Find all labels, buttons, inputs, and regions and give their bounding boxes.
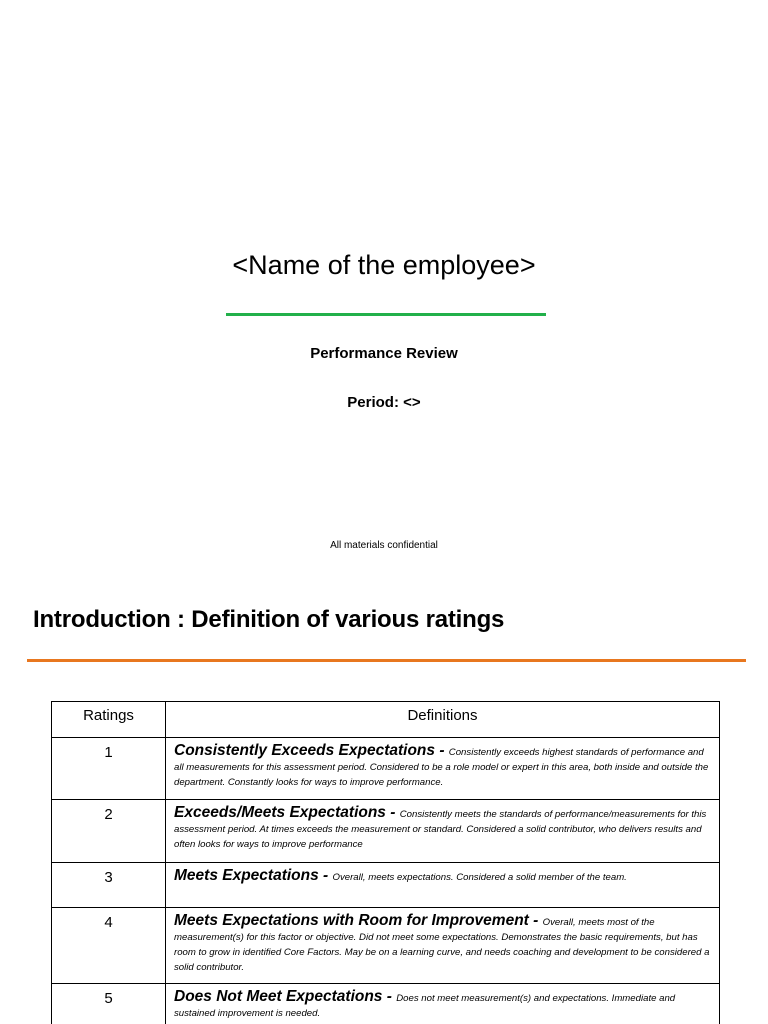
rating-term: Exceeds/Meets Expectations xyxy=(174,804,386,821)
table-row xyxy=(52,800,720,863)
rating-number: 1 xyxy=(52,738,166,800)
term-separator: - xyxy=(528,912,543,929)
rating-description: Consistently meets the standards of performance/measurements for this assessment period. At times exceeds the measurement or standard. Considered a solid contributor, who delivers results and often looks for ways to improve performance xyxy=(174,809,707,850)
rating-term: Consistently Exceeds Expectations xyxy=(174,742,436,759)
rating-number: 5 xyxy=(52,984,166,1024)
table-row xyxy=(52,738,720,800)
green-divider xyxy=(226,313,546,316)
rating-description: Overall, meets most of the measurement(s) for this factor or objective. Did not meet some expectations. Demonstrates the basic requirements, but has room to grow in identified Core Factors. May be on a learning curve, and needs coaching and development to be considered a solid contributor. xyxy=(174,917,710,973)
ratings-header: Ratings xyxy=(52,702,166,738)
rating-definition xyxy=(166,800,720,863)
rating-term: Meets Expectations with Room for Improvement xyxy=(174,912,529,929)
rating-definition xyxy=(166,863,720,908)
definitions-header: Definitions xyxy=(166,702,720,738)
confidential-note: All materials confidential xyxy=(330,540,438,551)
period-value: <> xyxy=(403,394,421,411)
rating-definition xyxy=(166,738,720,800)
rating-number: 2 xyxy=(52,800,166,863)
rating-number: 4 xyxy=(52,908,166,984)
orange-divider xyxy=(27,659,746,662)
rating-definition xyxy=(166,908,720,984)
term-separator: - xyxy=(385,804,400,821)
ratings-table xyxy=(51,701,720,1024)
intro-title: Introduction : Definition of various ratings xyxy=(33,606,505,633)
table-row xyxy=(52,984,720,1024)
period-label: Period: xyxy=(347,394,399,411)
rating-term: Does Not Meet Expectations xyxy=(174,988,383,1005)
rating-description: Consistently exceeds highest standards of performance and all measurements for this assessment period. Considered to be a role model or expert in this area, both inside and outside the department. Constantly looks for ways to improve performance. xyxy=(174,747,709,788)
table-row xyxy=(52,908,720,984)
period-line xyxy=(0,394,768,411)
rating-number: 3 xyxy=(52,863,166,908)
rating-description: Overall, meets expectations. Considered a solid member of the team. xyxy=(332,872,627,883)
rating-definition xyxy=(166,984,720,1024)
term-separator: - xyxy=(318,867,333,884)
term-separator: - xyxy=(435,742,449,759)
table-row xyxy=(52,863,720,908)
rating-term: Meets Expectations xyxy=(174,867,319,884)
term-separator: - xyxy=(382,988,397,1005)
review-title: Performance Review xyxy=(310,345,458,362)
table-header-row xyxy=(52,702,720,738)
employee-name: <Name of the employee> xyxy=(232,250,536,280)
rating-description: Does not meet measurement(s) and expectations. Immediate and sustained improvement is needed. xyxy=(174,993,676,1019)
